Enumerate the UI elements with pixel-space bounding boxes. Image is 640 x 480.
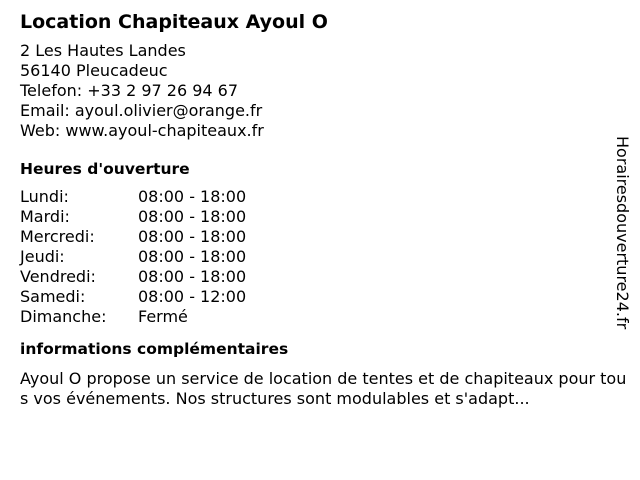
hours-row xyxy=(20,307,630,327)
hours-row xyxy=(20,207,630,227)
info-heading: informations complémentaires xyxy=(20,340,289,358)
hours-row xyxy=(20,287,630,307)
phone-line: Telefon: +33 2 97 26 94 67 xyxy=(20,81,239,100)
business-card xyxy=(20,10,630,409)
hours-time: 08:00 - 18:00 xyxy=(138,187,247,206)
address-city: 56140 Pleucadeuc xyxy=(20,61,168,80)
hours-time: Fermé xyxy=(138,307,188,326)
hours-time: 08:00 - 18:00 xyxy=(138,267,247,286)
hours-day: Jeudi: xyxy=(20,247,65,266)
hours-table xyxy=(20,187,630,327)
site-watermark: Horairesdouverture24.fr xyxy=(613,136,632,330)
hours-time: 08:00 - 12:00 xyxy=(138,287,247,306)
hours-time: 08:00 - 18:00 xyxy=(138,207,247,226)
hours-row xyxy=(20,247,630,267)
hours-day: Lundi: xyxy=(20,187,69,206)
contact-block xyxy=(20,41,630,141)
hours-row xyxy=(20,227,630,247)
hours-row xyxy=(20,187,630,207)
hours-heading: Heures d'ouverture xyxy=(20,160,190,178)
business-name: Location Chapiteaux Ayoul O xyxy=(20,11,328,33)
hours-day: Samedi: xyxy=(20,287,86,306)
hours-row xyxy=(20,267,630,287)
hours-day: Vendredi: xyxy=(20,267,96,286)
business-description: Ayoul O propose un service de location de tentes et de chapiteaux pour tous vos événements. Nos structures sont modulables et s'adapt... xyxy=(20,369,627,408)
address-street: 2 Les Hautes Landes xyxy=(20,41,186,60)
hours-day: Mardi: xyxy=(20,207,70,226)
hours-day: Mercredi: xyxy=(20,227,95,246)
hours-day: Dimanche: xyxy=(20,307,107,326)
email-line: Email: ayoul.olivier@orange.fr xyxy=(20,101,263,120)
web-line: Web: www.ayoul-chapiteaux.fr xyxy=(20,121,264,140)
hours-time: 08:00 - 18:00 xyxy=(138,247,247,266)
hours-time: 08:00 - 18:00 xyxy=(138,227,247,246)
